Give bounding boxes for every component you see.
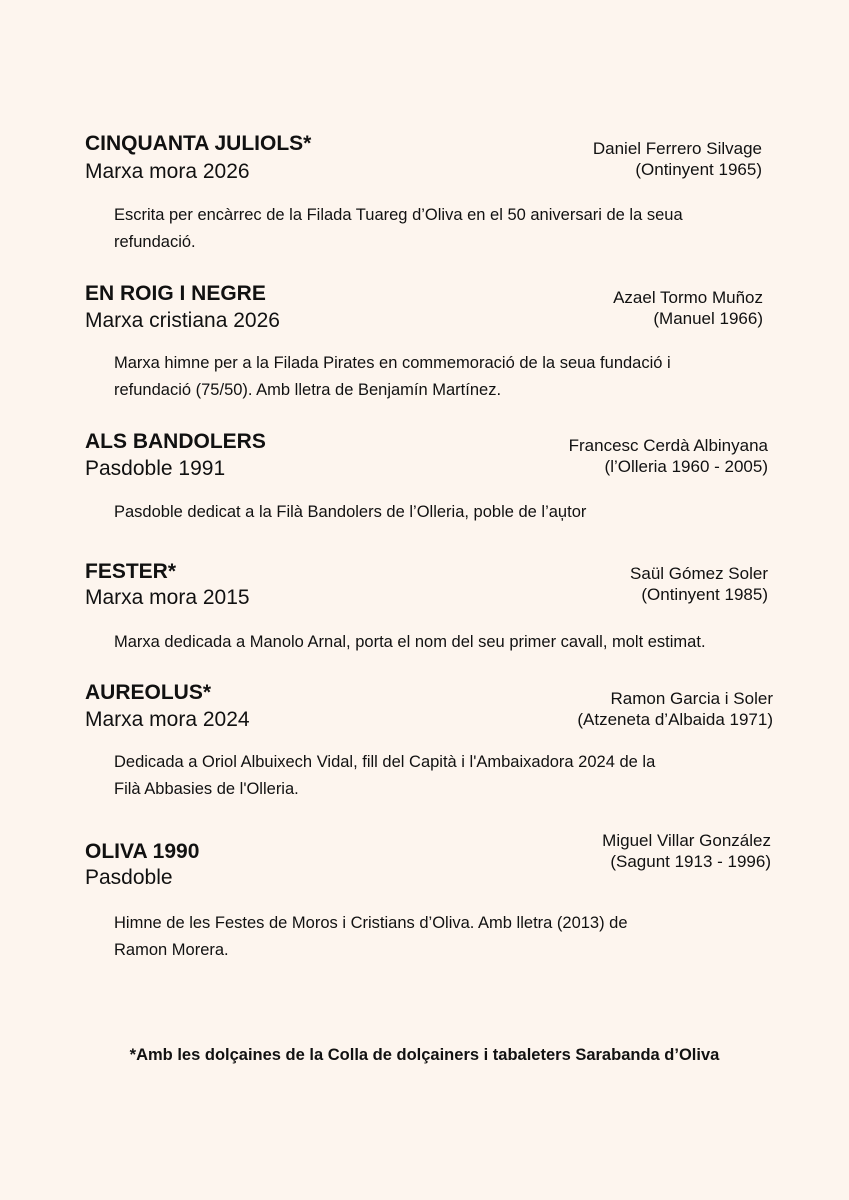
piece-description-line: Marxa himne per a la Filada Pirates en commemoració de la seua fundació i [114,354,671,372]
piece-title: CINQUANTA JULIOLS* [85,132,312,155]
composer-name: Ramon Garcia i Soler [610,689,773,708]
piece-description-line: Ramon Morera. [114,941,229,959]
composer-name: Saül Gómez Soler [630,564,768,583]
piece-title: FESTER* [85,560,177,583]
composer-name: Daniel Ferrero Silvage [592,139,762,158]
composer-origin: (Ontinyent 1965) [635,160,762,179]
piece-genre: Marxa cristiana 2026 [85,309,280,332]
piece-genre: Marxa mora 2026 [85,160,250,183]
piece-genre: Pasdoble 1991 [85,457,226,480]
piece-description-line: Pasdoble dedicat a la Filà Bandolers de l’Olleria, poble de l’au̦tor [114,503,587,521]
composer-origin: (Manuel 1966) [653,309,763,328]
piece-description-line: Filà Abbasies de l'Olleria. [114,780,299,798]
composer-origin: (Ontinyent 1985) [641,585,768,604]
piece-description-line: refundació (75/50). Amb lletra de Benjamín Martínez. [114,381,502,399]
piece-title: ALS BANDOLERS [85,430,266,453]
composer-origin: (Sagunt 1913 - 1996) [610,852,771,871]
piece-description-line: Himne de les Festes de Moros i Cristians d’Oliva. Amb lletra (2013) de [114,914,628,932]
composer-name: Miguel Villar González [602,831,771,850]
composer-name: Azael Tormo Muñoz [613,288,763,307]
piece-title: AUREOLUS* [85,681,212,704]
piece-title: OLIVA 1990 [85,840,200,863]
piece-title: EN ROIG I NEGRE [85,282,266,305]
piece-description-line: Escrita per encàrrec de la Filada Tuareg d’Oliva en el 50 aniversari de la seua [114,206,683,224]
composer-origin: (Atzeneta d’Albaida 1971) [577,710,773,729]
piece-description-line: Marxa dedicada a Manolo Arnal, porta el nom del seu primer cavall, molt estimat. [114,633,706,651]
piece-genre: Pasdoble [85,866,173,889]
piece-genre: Marxa mora 2015 [85,586,250,609]
footnote: *Amb les dolçaines de la Colla de dolçainers i tabaleters Sarabanda d’Oliva [129,1046,720,1064]
composer-name: Francesc Cerdà Albinyana [568,436,768,455]
piece-description-line: Dedicada a Oriol Albuixech Vidal, fill del Capità i l'Ambaixadora 2024 de la [114,753,656,771]
piece-description-line: refundació. [114,233,196,251]
piece-genre: Marxa mora 2024 [85,708,250,731]
composer-origin: (l’Olleria 1960 - 2005) [604,457,768,476]
